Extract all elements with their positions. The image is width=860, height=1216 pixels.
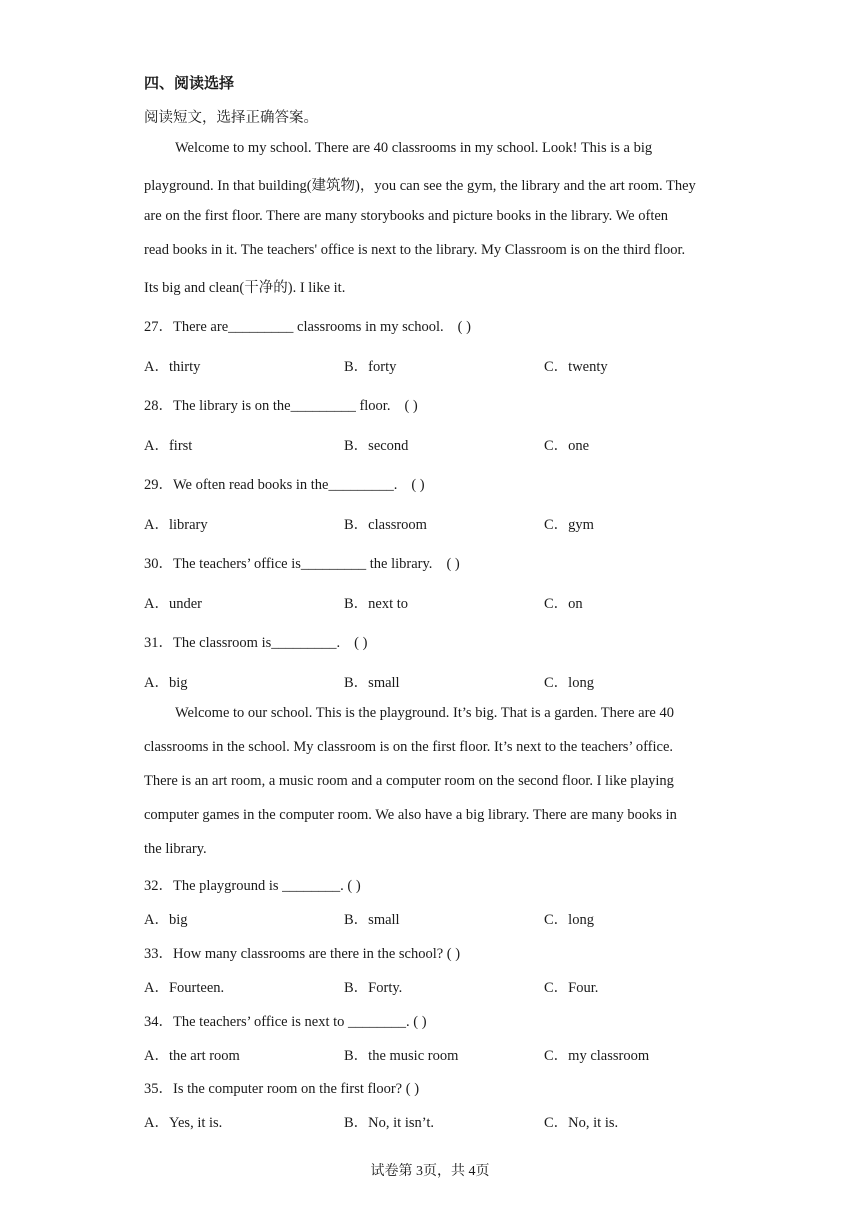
question-stem: 30．The teachers’ office is_________ the library. [144, 556, 433, 572]
option-c: C．Four. [544, 980, 599, 996]
option-c: C．No, it is. [544, 1115, 619, 1131]
question-stem: 29．We often read books in the_________. [144, 477, 398, 493]
section-instruction: 阅读短文，选择正确答案。 [144, 110, 318, 126]
option-a: A．under [144, 596, 202, 612]
option-c: C．twenty [544, 359, 608, 375]
option-a: A．big [144, 675, 188, 691]
question-stem: 28．The library is on the_________ floor. [144, 398, 391, 414]
option-a: A．big [144, 912, 188, 928]
section-heading: 四、阅读选择 [144, 76, 235, 92]
passage-2-line: classrooms in the school. My classroom is on the first floor. It’s next to the teachers’ office. [144, 739, 674, 755]
question-stem: 35．Is the computer room on the first floor? ( ) [144, 1081, 420, 1097]
answer-paren: ( ) [404, 398, 418, 414]
option-c: C．gym [544, 517, 594, 533]
option-c: C．one [544, 438, 590, 454]
option-b: B．forty [344, 359, 397, 375]
option-b: B．No, it isn’t. [344, 1115, 434, 1131]
option-a: A．library [144, 517, 208, 533]
answer-paren: ( ) [411, 477, 425, 493]
option-b: B．Forty. [344, 980, 403, 996]
option-a: A．thirty [144, 359, 201, 375]
question-stem: 32．The playground is ________. ( ) [144, 878, 361, 894]
question-stem: 31．The classroom is_________. [144, 635, 341, 651]
answer-paren: ( ) [446, 556, 460, 572]
option-a: A．Yes, it is. [144, 1115, 223, 1131]
passage-1-line: Welcome to my school. There are 40 classrooms in my school. Look! This is a big [175, 140, 653, 156]
answer-paren: ( ) [457, 319, 471, 335]
option-a: A．Fourteen. [144, 980, 225, 996]
passage-2-line: the library. [144, 841, 207, 857]
passage-1-line: playground. In that building(建筑物)，you can see the gym, the library and the art room. They [144, 178, 696, 194]
question-stem: 33．How many classrooms are there in the school? ( ) [144, 946, 461, 962]
passage-2-line: There is an art room, a music room and a computer room on the second floor. I like playing [144, 773, 674, 789]
page-footer: 试卷第 3页，共 4页 [370, 1164, 490, 1179]
option-b: B．small [344, 675, 400, 691]
option-b: B．classroom [344, 517, 427, 533]
question-stem: 27．There are_________ classrooms in my school. [144, 319, 444, 335]
option-c: C．on [544, 596, 583, 612]
option-a: A．first [144, 438, 193, 454]
option-c: C．long [544, 675, 594, 691]
option-b: B．the music room [344, 1048, 459, 1064]
option-b: B．next to [344, 596, 409, 612]
option-c: C．my classroom [544, 1048, 650, 1064]
option-c: C．long [544, 912, 594, 928]
option-a: A．the art room [144, 1048, 240, 1064]
passage-1-line: are on the first floor. There are many storybooks and picture books in the library. We often [144, 208, 669, 224]
option-b: B．second [344, 438, 409, 454]
passage-2-line: computer games in the computer room. We also have a big library. There are many books in [144, 807, 677, 823]
question-stem: 34．The teachers’ office is next to ________. ( ) [144, 1014, 427, 1030]
answer-paren: ( ) [354, 635, 368, 651]
option-b: B．small [344, 912, 400, 928]
passage-2-line: Welcome to our school. This is the playground. It’s big. That is a garden. There are 40 [175, 705, 674, 721]
passage-1-line: read books in it. The teachers' office is next to the library. My Classroom is on the third floor. [144, 242, 686, 258]
passage-1-line: Its big and clean(干净的). I like it. [144, 280, 346, 296]
